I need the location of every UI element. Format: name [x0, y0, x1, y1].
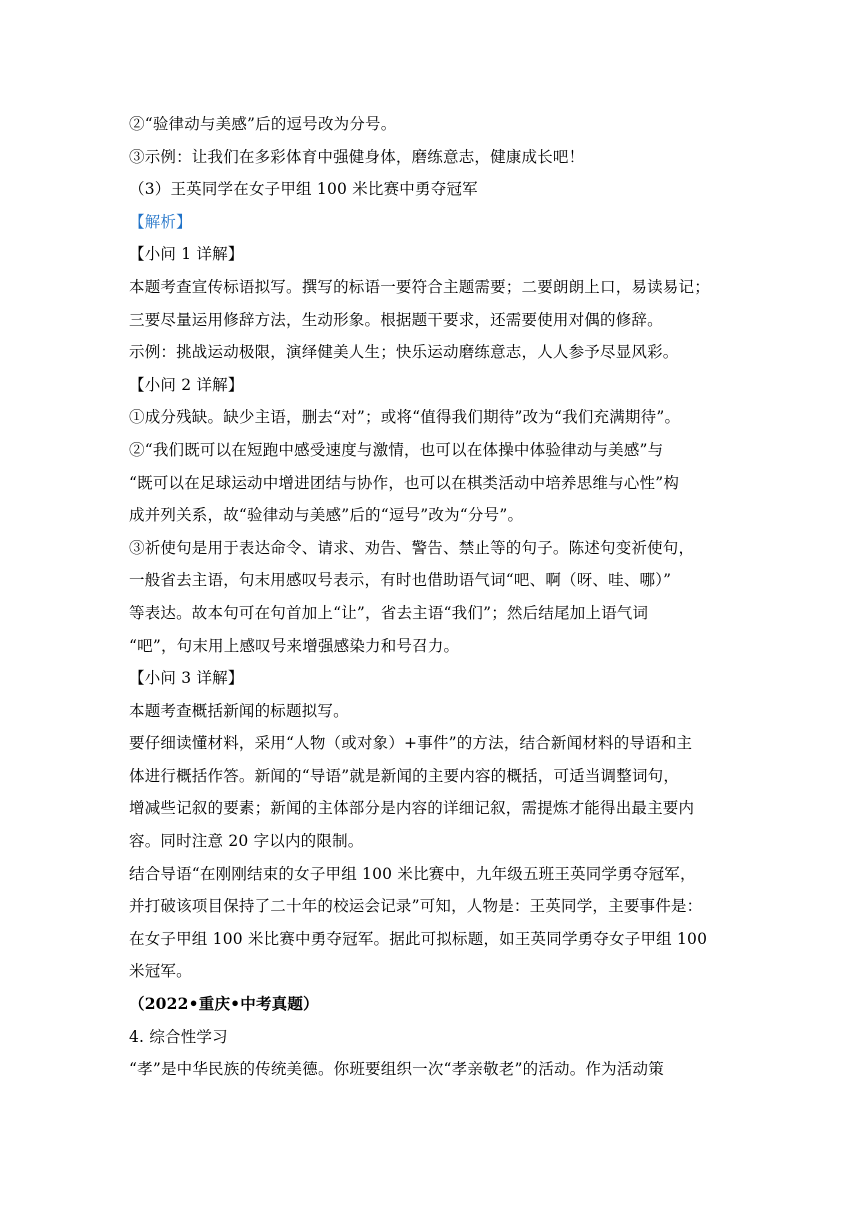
paragraph-line: 结合导语“在刚刚结束的女子甲组 100 米比赛中，九年级五班王英同学勇夺冠军，	[129, 864, 696, 883]
paragraph-line: ③祈使句是用于表达命令、请求、劝告、警告、禁止等的句子。陈述句变祈使句，	[129, 538, 695, 557]
question-4-title: 4. 综合性学习	[129, 1027, 228, 1046]
paragraph-line: 本题考查概括新闻的标题拟写。	[129, 701, 349, 720]
paragraph-line: ②“我们既可以在短跑中感受速度与激情，也可以在体操中体验律动与美感”与	[129, 440, 664, 459]
paragraph-line: “既可以在足球运动中增进团结与协作，也可以在棋类活动中培养思维与心性”构	[129, 473, 680, 492]
paragraph-line: 增减些记叙的要素；新闻的主体部分是内容的详细记叙，需提炼才能得出最主要内	[129, 799, 695, 818]
paragraph-line: 在女子甲组 100 米比赛中勇夺冠军。据此可拟标题，如王英同学勇夺女子甲组 100	[129, 929, 708, 948]
answer-3: （3）王英同学在女子甲组 100 米比赛中勇夺冠军	[129, 180, 478, 199]
paragraph-line: 并打破该项目保持了二十年的校运会记录”可知，人物是：王英同学，主要事件是：	[129, 897, 703, 916]
paragraph-line: ①成分残缺。缺少主语，删去“对”；或将“值得我们期待”改为“我们充满期待”。	[129, 408, 681, 427]
paragraph-line: “吧”，句末用上感叹号来增强感染力和号召力。	[129, 636, 460, 655]
paragraph-line: 本题考查宣传标语拟写。撰写的标语一要符合主题需要；二要朗朗上口，易读易记；	[129, 277, 710, 296]
paragraph-line: 要仔细读懂材料，采用“人物（或对象）+事件”的方法，结合新闻材料的导语和主	[129, 734, 693, 753]
analysis-label: 【解析】	[129, 212, 192, 231]
sub-question-1-heading: 【小问 1 详解】	[129, 245, 244, 264]
paragraph-line: 一般省去主语，句末用感叹号表示，有时也借助语气词“吧、啊（呀、哇、哪）”	[129, 571, 672, 590]
paragraph-line: 米冠军。	[129, 962, 192, 981]
paragraph-line: “孝”是中华民族的传统美德。你班要组织一次“孝亲敬老”的活动。作为活动策	[129, 1060, 664, 1079]
answer-2-item-3: ③示例：让我们在多彩体育中强健身体，磨练意志，健康成长吧！	[129, 147, 585, 166]
sub-question-2-heading: 【小问 2 详解】	[129, 375, 244, 394]
document-body	[129, 108, 745, 1086]
paragraph-line: 等表达。故本句可在句首加上“让”，省去主语“我们”；然后结尾加上语气词	[129, 603, 649, 622]
paragraph-line: 三要尽量运用修辞方法，生动形象。根据题干要求，还需要使用对偶的修辞。	[129, 310, 663, 329]
paragraph-line: 示例：挑战运动极限，演绎健美人生；快乐运动磨练意志，人人参予尽显风彩。	[129, 343, 679, 362]
paragraph-line: 容。同时注意 20 字以内的限制。	[129, 832, 364, 851]
answer-2-item-2: ②“验律动与美感”后的逗号改为分号。	[129, 115, 397, 133]
paragraph-line: 体进行概括作答。新闻的“导语”就是新闻的主要内容的概括，可适当调整词句，	[129, 766, 680, 785]
source-tag: （2022•重庆•中考真题）	[129, 994, 319, 1014]
paragraph-line: 成并列关系，故“验律动与美感”后的“逗号”改为“分号”。	[129, 506, 524, 525]
sub-question-3-heading: 【小问 3 详解】	[129, 669, 244, 688]
